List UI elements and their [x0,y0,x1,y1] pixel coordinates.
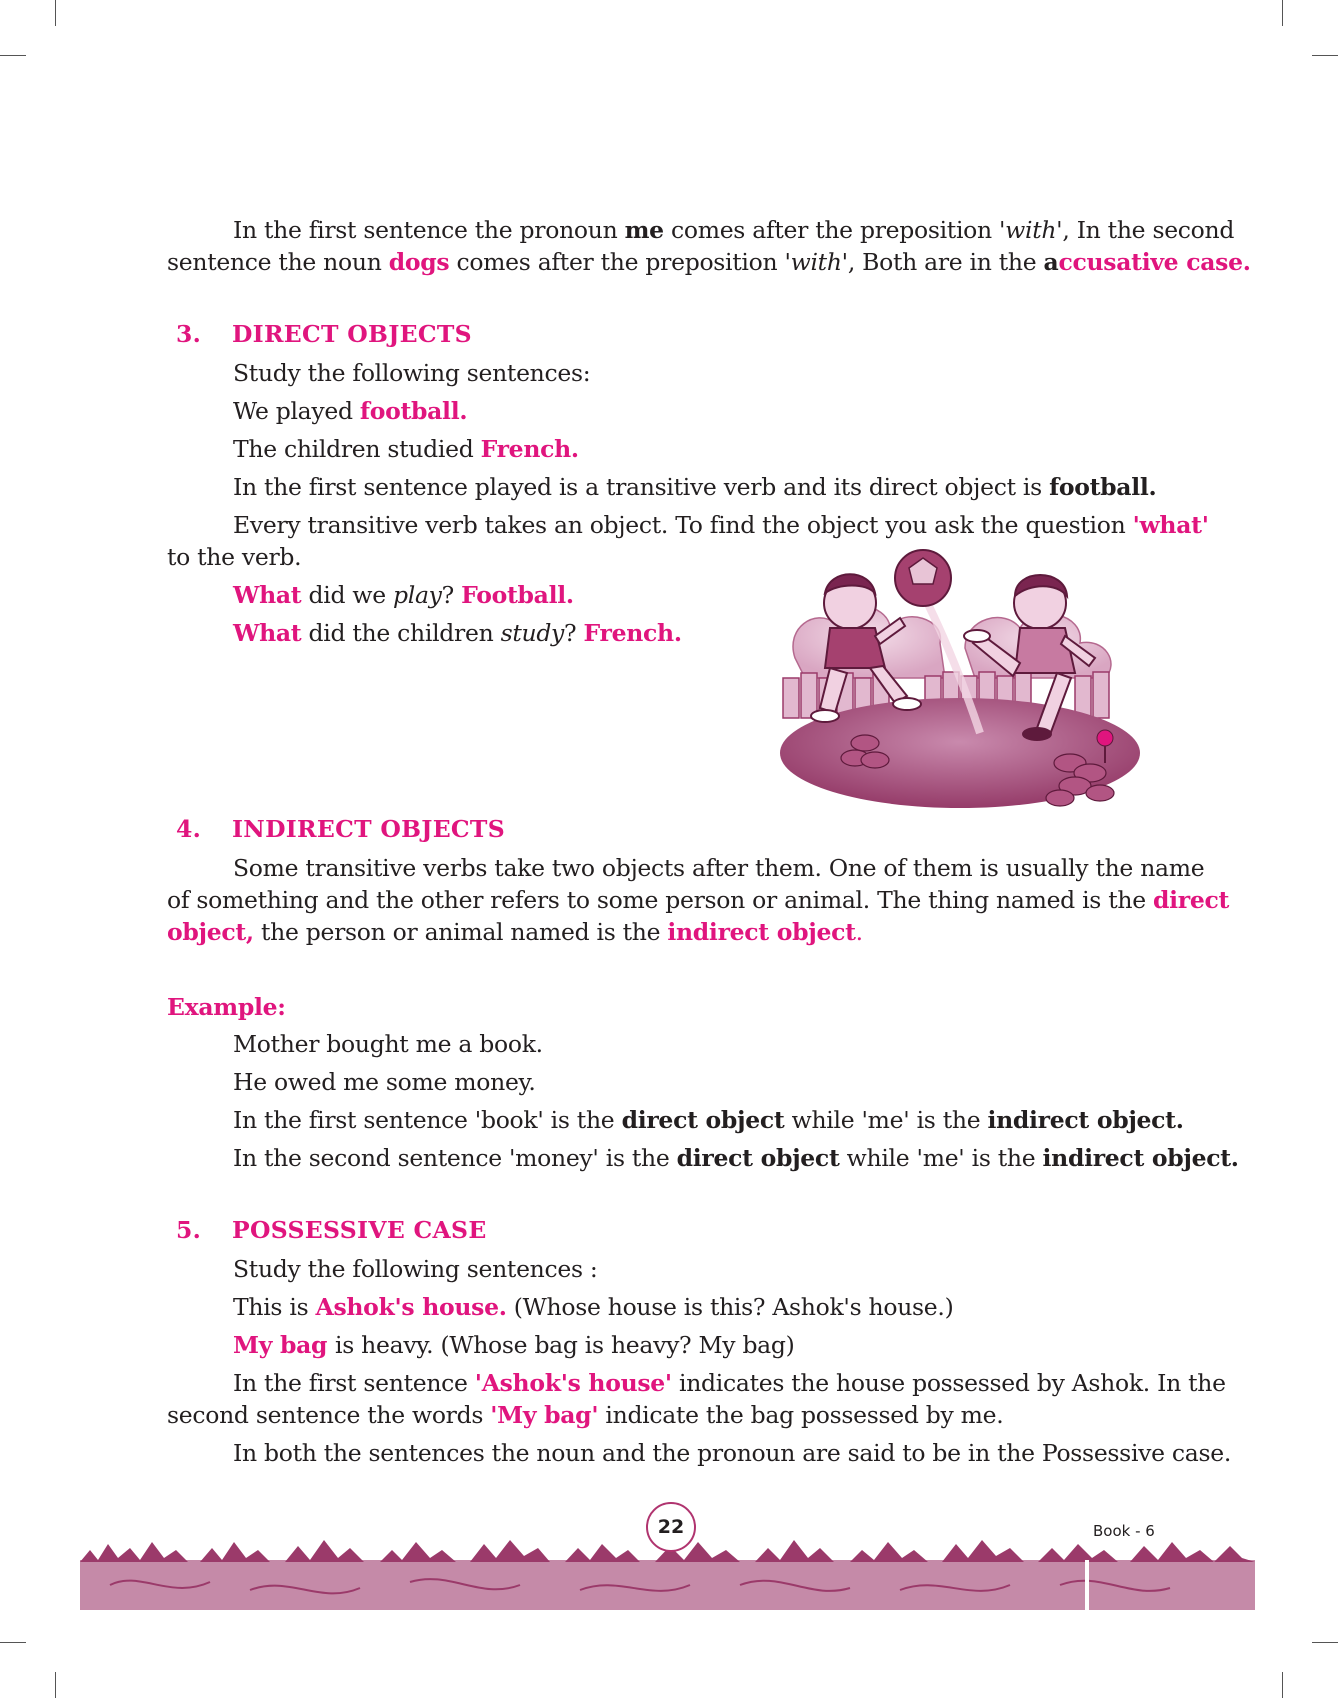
section3-question-2: What did the children study? French. [233,619,682,647]
page-number: 22 [646,1502,696,1552]
section3-every: Every transitive verb takes an object. To find the object you ask the question 'what' [233,511,1209,539]
section4-example-1: Mother bought me a book. [233,1030,543,1058]
section5-explanation-line-2: second sentence the words 'My bag' indicate the bag possessed by me. [167,1401,1004,1429]
crop-mark [0,1642,26,1643]
section3-question-1: What did we play? Football. [233,581,574,609]
section-title: INDIRECT OBJECTS [232,815,505,843]
children-football-illustration [775,548,1150,830]
section4-example-2: He owed me some money. [233,1068,536,1096]
book-label: Book - 6 [1093,1522,1155,1540]
crop-mark [1282,1672,1283,1698]
section5-example-1: This is Ashok's house. (Whose house is this? Ashok's house.) [233,1293,954,1321]
section-title: DIRECT OBJECTS [232,320,472,348]
crop-mark [55,0,56,26]
section4-para-line-1: Some transitive verbs take two objects after them. One of them is usually the name [233,854,1205,882]
crop-mark [1282,0,1283,26]
crop-mark [55,1672,56,1698]
crop-mark [1312,1642,1338,1643]
section5-study: Study the following sentences : [233,1255,598,1283]
section5-final: In both the sentences the noun and the pronoun are said to be in the Possessive case. [233,1439,1232,1467]
section3-study: Study the following sentences: [233,359,591,387]
section5-example-2: My bag is heavy. (Whose bag is heavy? My bag) [233,1331,795,1359]
intro-line-1: In the first sentence the pronoun me comes after the preposition 'with', In the second [233,216,1235,244]
section4-para-line-2: of something and the other refers to some person or animal. The thing named is the direct [167,886,1230,914]
section5-explanation-line-1: In the first sentence 'Ashok's house' indicates the house possessed by Ashok. In the [233,1369,1226,1397]
crop-mark [1312,55,1338,56]
section4-explanation-1: In the first sentence 'book' is the direct object while 'me' is the indirect object. [233,1106,1184,1134]
section4-explanation-2: In the second sentence 'money' is the direct object while 'me' is the indirect object. [233,1144,1239,1172]
section-number: 3. [176,320,202,348]
section-title: POSSESSIVE CASE [232,1216,487,1244]
intro-line-2: sentence the noun dogs comes after the preposition 'with', Both are in the accusative case. [167,248,1251,276]
section3-example-1: We played football. [233,397,468,425]
section3-example-2: The children studied French. [233,435,579,463]
crop-mark [0,55,26,56]
section3-explanation: In the first sentence played is a transitive verb and its direct object is football. [233,473,1157,501]
section4-para-line-3: object, the person or animal named is the indirect object. [167,918,863,946]
section-number: 4. [176,815,202,843]
section3-to-verb: to the verb. [167,543,302,571]
section-number: 5. [176,1216,202,1244]
example-label: Example: [167,993,286,1021]
